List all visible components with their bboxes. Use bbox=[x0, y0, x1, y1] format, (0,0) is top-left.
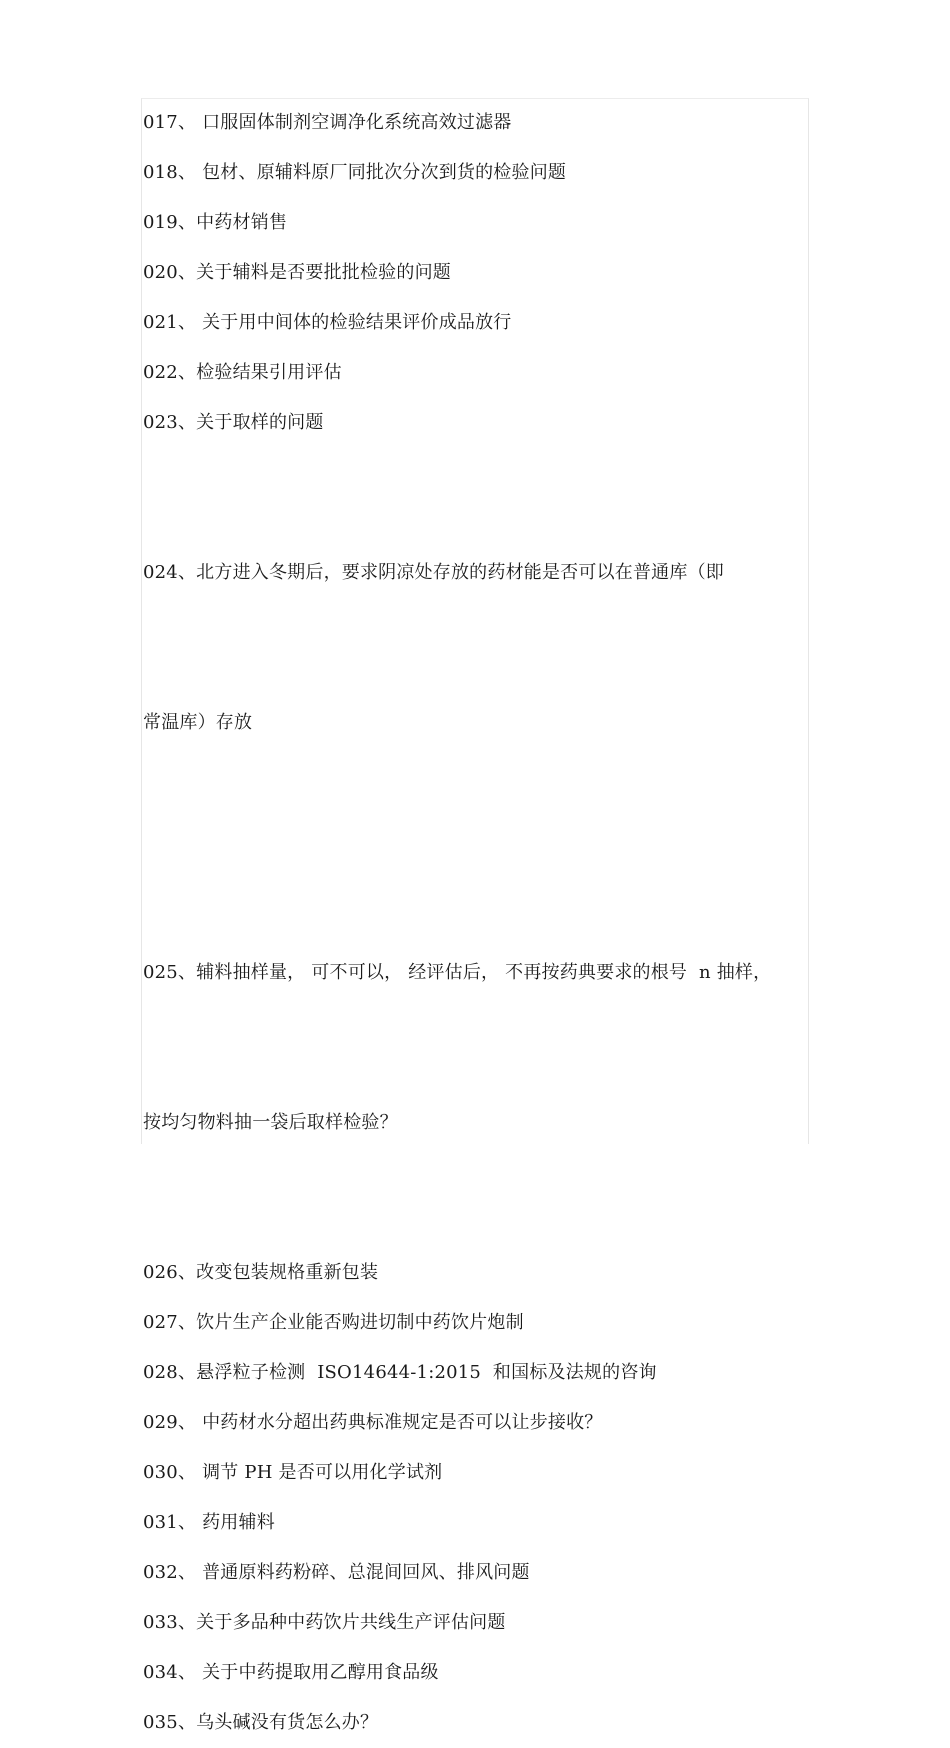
item-text: 包材、原辅料原厂同批次分次到货的检验问题 bbox=[196, 162, 567, 183]
list-item bbox=[143, 148, 823, 198]
item-line-continued: 常温库）存放 bbox=[143, 712, 253, 733]
item-number: 025、 bbox=[143, 962, 197, 983]
item-text: 口服固体制剂空调净化系统高效过滤器 bbox=[196, 112, 512, 133]
list-item bbox=[143, 1498, 823, 1548]
item-number: 026、 bbox=[143, 1262, 197, 1283]
item-text: 关于取样的问题 bbox=[196, 412, 324, 433]
item-text: 辅料抽样量， 可不可以， 经评估后， 不再按药典要求的根号 n 抽样， bbox=[196, 962, 772, 983]
list-item bbox=[143, 1348, 823, 1398]
item-number: 027、 bbox=[143, 1312, 197, 1333]
item-number: 031、 bbox=[143, 1512, 197, 1533]
item-number: 020、 bbox=[143, 262, 197, 283]
item-number: 035、 bbox=[143, 1712, 197, 1733]
item-number: 021、 bbox=[143, 312, 197, 333]
item-text: 中药材水分超出药典标准规定是否可以让步接收？ bbox=[196, 1412, 603, 1433]
item-number: 017、 bbox=[143, 112, 197, 133]
item-text: 乌头碱没有货怎么办？ bbox=[196, 1712, 379, 1733]
item-number: 029、 bbox=[143, 1412, 197, 1433]
list-item bbox=[143, 248, 823, 298]
list-item bbox=[143, 448, 823, 848]
item-text: 饮片生产企业能否购进切制中药饮片炮制 bbox=[196, 1312, 524, 1333]
list-item bbox=[143, 848, 823, 1248]
item-text: 普通原料药粉碎、总混间回风、排风问题 bbox=[196, 1562, 530, 1583]
list-item bbox=[143, 1548, 823, 1598]
item-number: 024、 bbox=[143, 562, 197, 583]
item-text: 检验结果引用评估 bbox=[196, 362, 342, 383]
item-number: 034、 bbox=[143, 1662, 197, 1683]
item-text: 关于辅料是否要批批检验的问题 bbox=[196, 262, 451, 283]
list-item bbox=[143, 198, 823, 248]
item-number: 028、 bbox=[143, 1362, 197, 1383]
item-number: 033、 bbox=[143, 1612, 197, 1633]
list-item bbox=[143, 1248, 823, 1298]
item-number: 032、 bbox=[143, 1562, 197, 1583]
item-number: 018、 bbox=[143, 162, 197, 183]
list-item bbox=[143, 298, 823, 348]
item-text: 药用辅料 bbox=[196, 1512, 275, 1533]
list-item bbox=[143, 398, 823, 448]
item-text: 关于中药提取用乙醇用食品级 bbox=[196, 1662, 439, 1683]
item-line bbox=[143, 548, 823, 598]
item-line bbox=[143, 948, 823, 998]
list-item bbox=[143, 1398, 823, 1448]
item-number: 030、 bbox=[143, 1462, 197, 1483]
item-text: 关于多品种中药饮片共线生产评估问题 bbox=[196, 1612, 506, 1633]
list-item bbox=[143, 1698, 823, 1748]
question-list bbox=[143, 98, 823, 1748]
item-text: 改变包装规格重新包装 bbox=[196, 1262, 379, 1283]
item-text: 关于用中间体的检验结果评价成品放行 bbox=[196, 312, 512, 333]
item-number: 019、 bbox=[143, 212, 197, 233]
item-number: 023、 bbox=[143, 412, 197, 433]
list-item bbox=[143, 1298, 823, 1348]
item-text: 北方进入冬期后，要求阴凉处存放的药材能是否可以在普通库（即 bbox=[196, 562, 724, 583]
list-item bbox=[143, 1648, 823, 1698]
item-line-continued: 按均匀物料抽一袋后取样检验？ bbox=[143, 1112, 398, 1133]
item-number: 022、 bbox=[143, 362, 197, 383]
list-item bbox=[143, 1448, 823, 1498]
item-text: 中药材销售 bbox=[196, 212, 288, 233]
list-item bbox=[143, 1598, 823, 1648]
list-item bbox=[143, 348, 823, 398]
list-item bbox=[143, 98, 823, 148]
item-text: 调节 PH 是否可以用化学试剂 bbox=[196, 1462, 443, 1483]
item-text: 悬浮粒子检测 ISO14644-1:2015 和国标及法规的咨询 bbox=[196, 1362, 657, 1383]
